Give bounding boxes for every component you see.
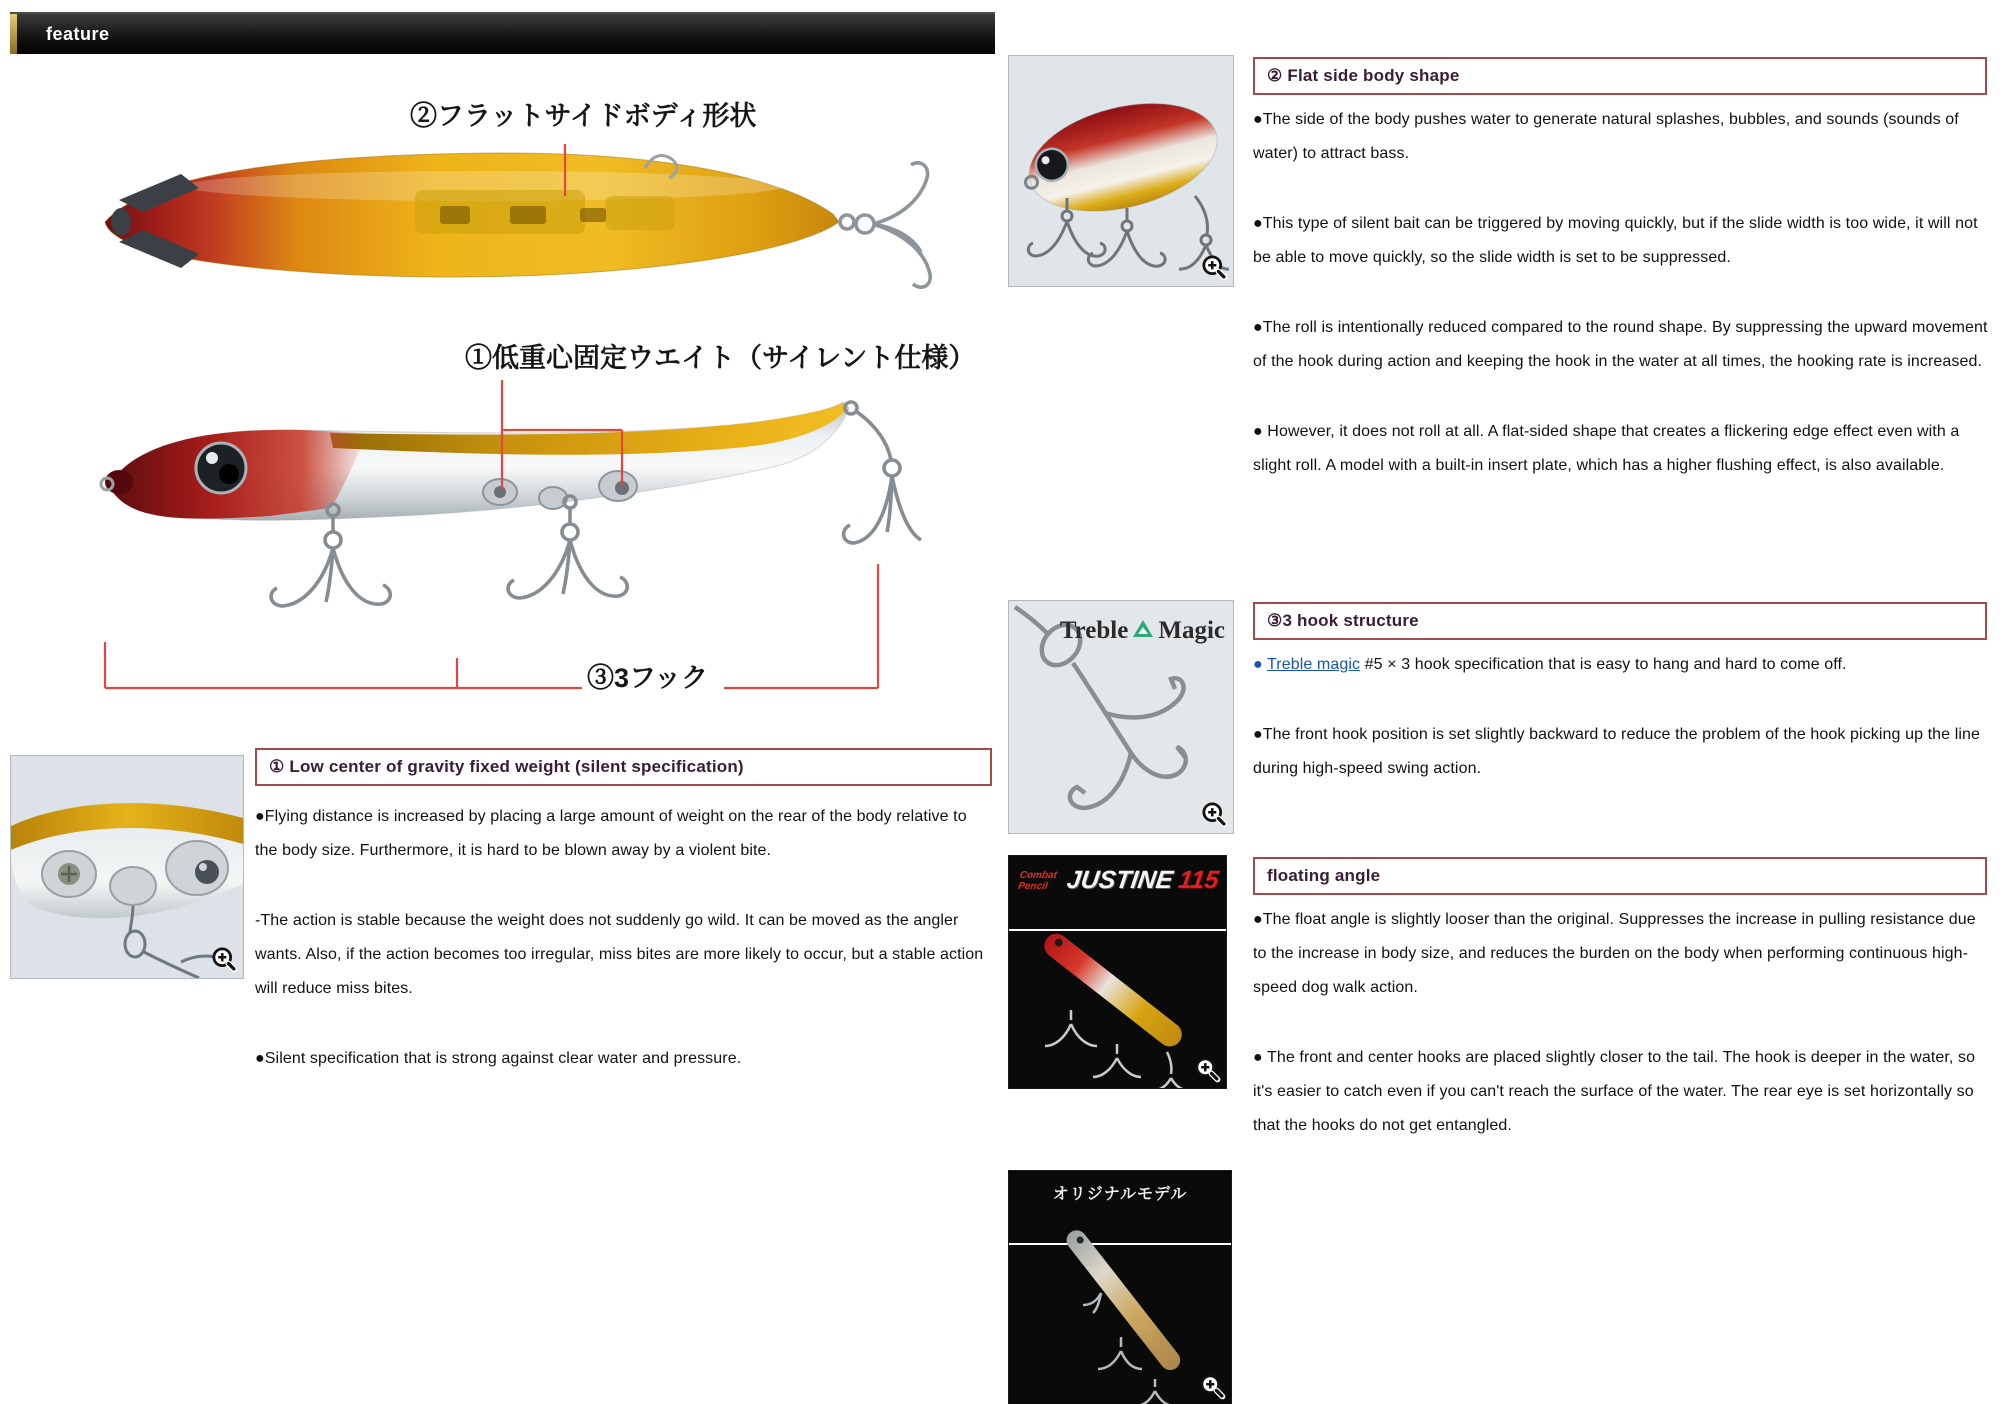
feature-paragraph: ● However, it does not roll at all. A flat-sided shape that creates a flickering edge effect even with a slight roll. A model with a built-in insert plate, which has a higher flushing effect, is also available. <box>1253 423 1960 474</box>
section-body-floating-angle <box>1253 903 1989 1143</box>
section-title-low-center: ① Low center of gravity fixed weight (silent specification) <box>269 757 744 776</box>
flat-side-photo-thumbnail[interactable] <box>1008 55 1234 287</box>
section-title-floating-angle: floating angle <box>1267 866 1381 885</box>
feature-title: feature <box>46 23 110 44</box>
zoom-icon[interactable] <box>210 945 238 973</box>
section-header-low-center <box>255 748 992 786</box>
feature-paragraph: ●The float angle is slightly looser than the original. Suppresses the increase in pulling resistance due to the increase in body size, and reduces the burden on the body when performing continuous high-speed dog walk action. <box>1253 911 1976 996</box>
link-rest-text: #5 × 3 hook specification that is easy to hang and hard to come off. <box>1360 656 1847 673</box>
gold-accent-strip <box>10 14 17 54</box>
section-title-hook-structure: ③3 hook structure <box>1267 611 1419 630</box>
zoom-icon[interactable] <box>1193 1055 1221 1083</box>
feature-paragraph: ●The roll is intentionally reduced compared to the round shape. By suppressing the upward movement of the hook during action and keeping the hook in the water at all times, the hooking rate is increased. <box>1253 319 1988 370</box>
justine-name: JUSTINE <box>1065 866 1175 894</box>
treble-magic-link[interactable]: Treble magic <box>1267 656 1361 673</box>
section-body-low-center <box>255 800 992 1076</box>
feature-paragraph-with-link <box>1253 648 1989 682</box>
justine-package-thumbnail[interactable] <box>1008 855 1227 1089</box>
justine-size: 115 <box>1176 866 1221 894</box>
section-body-hook-structure <box>1253 648 1989 786</box>
original-model-thumbnail[interactable] <box>1008 1170 1232 1404</box>
feature-paragraph: ●Flying distance is increased by placing a large amount of weight on the rear of the body relative to the body size. Furthermore, it is hard to be blown away by a violent bite. <box>255 808 967 859</box>
label-low-gravity-jp: ①低重心固定ウエイト（サイレント仕様） <box>465 343 976 373</box>
combat-pencil-label: Combat Pencil <box>1017 869 1058 892</box>
package-divider-line <box>1009 929 1226 931</box>
feature-paragraph: ●This type of silent bait can be triggered by moving quickly, but if the slide width is too wide, it will not be able to move quickly, so the slide width is set to be suppressed. <box>1253 215 1978 266</box>
label-flat-side-jp: ②フラットサイドボディ形状 <box>410 101 757 131</box>
link-bullet: ● <box>1253 656 1268 673</box>
zoom-icon[interactable] <box>1200 800 1228 828</box>
treble-magic-logo-icon <box>1130 618 1156 644</box>
weight-closeup-image <box>11 756 243 978</box>
feature-paragraph: ●The front hook position is set slightly backward to reduce the problem of the hook picking up the line during high-speed swing action. <box>1253 726 1981 777</box>
section-body-flat-side <box>1253 103 1989 483</box>
flat-side-photo-image <box>1009 56 1233 286</box>
feature-header-bar <box>10 12 995 54</box>
section-header-hook-structure <box>1253 602 1987 640</box>
original-model-caption: オリジナルモデル <box>1052 1186 1188 1203</box>
section-title-flat-side: ② Flat side body shape <box>1267 66 1460 85</box>
zoom-icon[interactable] <box>1198 1372 1226 1400</box>
weight-closeup-thumbnail[interactable] <box>10 755 244 979</box>
treble-brand-right: Magic <box>1158 617 1225 644</box>
treble-brand-left: Treble <box>1059 617 1129 644</box>
justine-logo <box>1017 866 1222 895</box>
lure-diagram-area <box>10 100 995 720</box>
lure-side-view-image <box>95 388 925 678</box>
section-header-floating-angle <box>1253 857 1987 895</box>
label-3hook-jp: ③3フック <box>587 663 709 693</box>
feature-paragraph: -The action is stable because the weight does not suddenly go wild. It can be moved as the angler wants. Also, if the action becomes too irregular, miss bites are more likely to occur, but a stable action will reduce miss bites. <box>255 912 984 997</box>
treble-magic-brand <box>1060 617 1225 645</box>
feature-paragraph: ●The side of the body pushes water to generate natural splashes, bubbles, and sounds (sounds of water) to attract bass. <box>1253 111 1959 162</box>
lure-top-view-image <box>85 138 965 308</box>
section-header-flat-side <box>1253 57 1987 95</box>
feature-paragraph: ●Silent specification that is strong against clear water and pressure. <box>255 1050 742 1067</box>
treble-magic-thumbnail[interactable] <box>1008 600 1234 834</box>
zoom-icon[interactable] <box>1200 253 1228 281</box>
feature-paragraph: ● The front and center hooks are placed slightly closer to the tail. The hook is deeper in the water, so it's easier to catch even if you can't reach the surface of the water. The rear eye is set horizontally so that the hooks do not get entangled. <box>1253 1049 1976 1134</box>
